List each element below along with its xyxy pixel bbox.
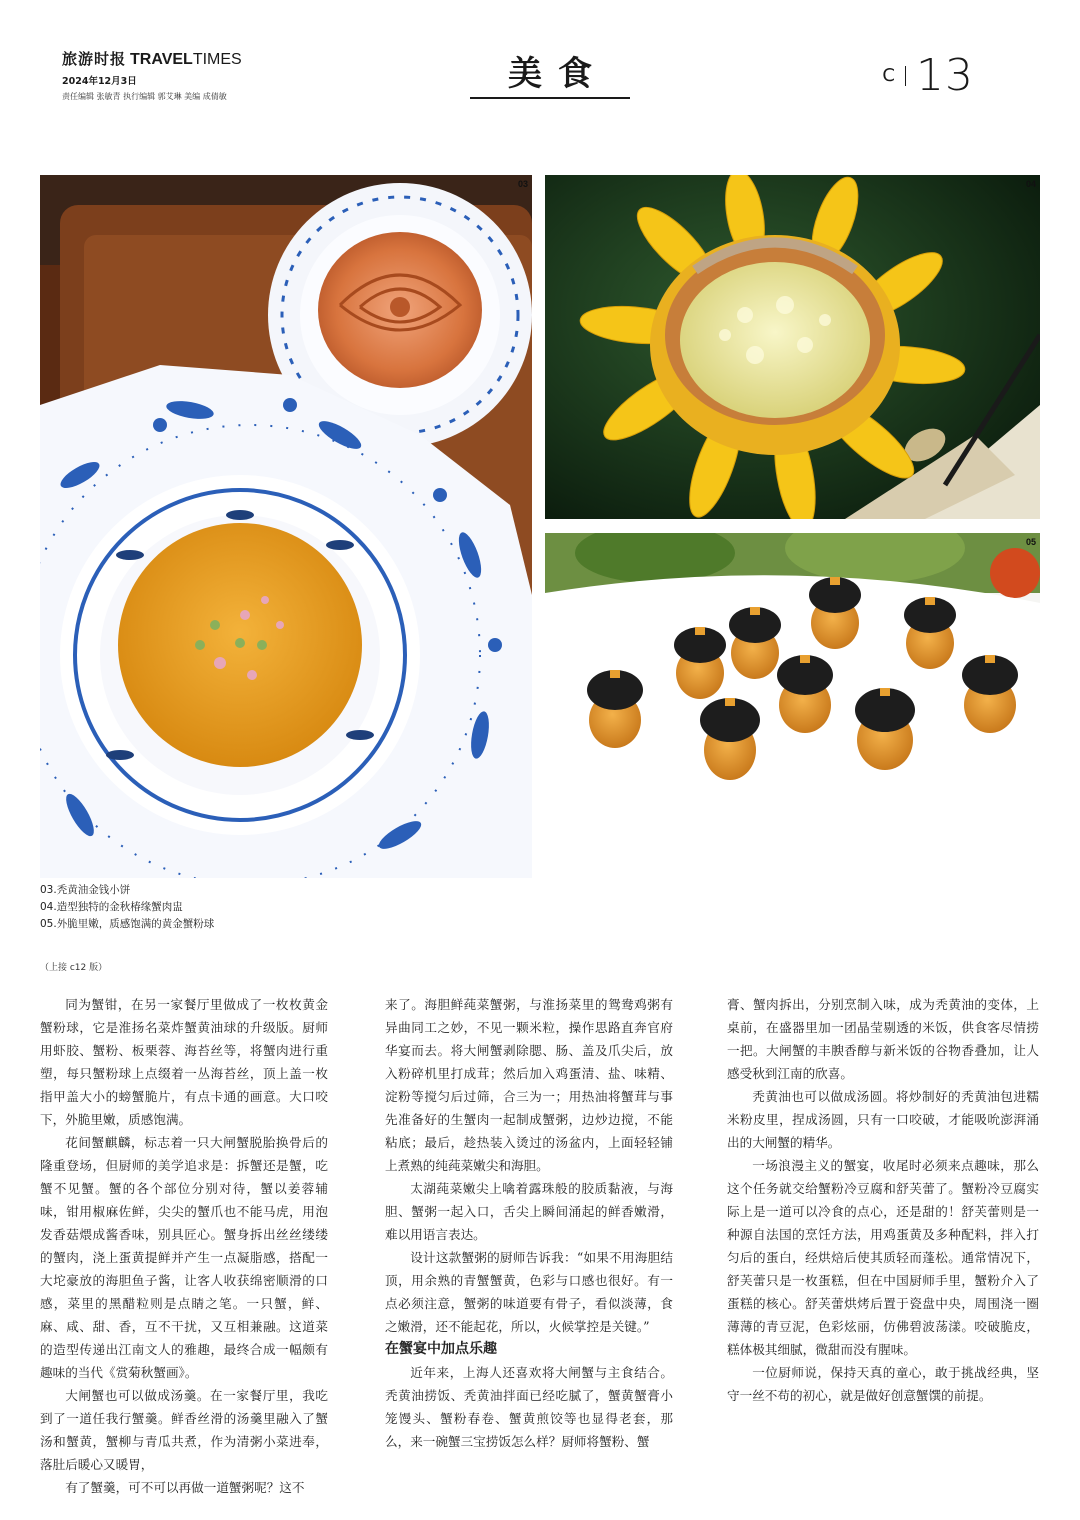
paragraph: 一场浪漫主义的蟹宴，收尾时必须来点趣味，那么这个任务就交给蟹粉冷豆腐和舒芙蕾了。蟹粉冷豆腐实际上是一道可以冷食的点心，还是甜的！舒芙蕾则是一种源自法国的烹饪方法，用鸡蛋黄及多种配料，拌入打匀后的蛋白，经烘焙后使其质轻而蓬松。通常情况下，舒芙蕾只是一枚蛋糕，但在中国厨师手里，蟹粉介入了蛋糕的核心。舒芙蕾烘烤后置于瓷盘中央，周围浇一圈薄薄的青豆泥，色彩炫丽，仿佛碧波荡漾。咬破脆皮，糕体极其细腻，微甜而没有腥味。: [727, 1158, 1039, 1357]
article-column-1: [40, 993, 328, 1499]
section-title-rule: [470, 97, 630, 99]
photo-05-illustration: [545, 533, 1040, 878]
page-number: [882, 50, 974, 101]
photo-04-sunflower-crab: [545, 175, 1040, 519]
photo-03-crab-dishes: [40, 175, 532, 878]
paragraph: 太湖莼菜嫩尖上噙着露珠般的胶质黏液，与海胆、蟹粥一起入口，舌尖上瞬间涌起的鲜香嫩滑，难以用语言表达。: [385, 1181, 673, 1242]
logo-english-bold: TRAVEL: [130, 51, 193, 68]
paragraph: 设计这款蟹粥的厨师告诉我：“如果不用海胆结顶，用余熟的青蟹蟹黄，色彩与口感也很好。有一点必须注意，蟹粥的味道要有骨子，看似淡薄，食之嫩滑，还不能起花，所以，火候掌控是关键。”: [385, 1250, 673, 1334]
paragraph: 有了蟹羹，可不可以再做一道蟹粥呢？这不: [65, 1480, 305, 1495]
section-title: 美食: [508, 54, 608, 94]
continued-note: （上接 c12 版）: [40, 963, 108, 973]
photo-03-illustration: [40, 175, 532, 878]
caption-05: 05.外脆里嫩，质感饱满的黄金蟹粉球: [40, 918, 215, 930]
newspaper-logo: [62, 48, 302, 69]
logo-chinese: 旅游时报: [62, 50, 127, 68]
issue-date: 2024年12月3日: [62, 76, 137, 87]
photo-05-crab-balls: [545, 533, 1040, 878]
paragraph: 一位厨师说，保持天真的童心，敢于挑战经典，坚守一丝不苟的初心，就是做好创意蟹馔的前提。: [727, 1365, 1039, 1403]
page-number-value: 13: [916, 50, 974, 101]
photo-04-number: 04: [1025, 179, 1036, 189]
logo-english: TIMES: [192, 51, 242, 68]
page-section-letter: C: [882, 65, 895, 86]
masthead: [62, 48, 302, 102]
photo-05-number: 05: [1025, 537, 1036, 547]
caption-03: 03.秃黄油金钱小饼: [40, 884, 131, 896]
article-column-3: [727, 993, 1039, 1407]
article-subheading: 在蟹宴中加点乐趣: [385, 1341, 497, 1357]
editor-credits: 责任编辑 张敏青 执行编辑 郭艾琳 美编 成倩敏: [62, 92, 227, 101]
paragraph: 大闸蟹也可以做成汤羹。在一家餐厅里，我吃到了一道任我行蟹羹。鲜香丝滑的汤羹里融入了蟹汤和蟹黄，蟹柳与青瓜共煮，作为清粥小菜进奉，落肚后暖心又暖胃，: [40, 1388, 328, 1472]
paragraph: 膏、蟹肉拆出，分别烹制入味，成为秃黄油的变体，上桌前，在盛器里加一团晶莹剔透的米饭，供食客尽情捞一把。大闸蟹的丰腴香醇与新米饭的谷物香叠加，让人感受秋到江南的欣喜。: [727, 997, 1039, 1081]
paragraph: 秃黄油也可以做成汤圆。将炒制好的秃黄油包进糯米粉皮里，捏成汤圆，只有一口咬破，才能吸吮澎湃涌出的大闸蟹的精华。: [727, 1089, 1039, 1150]
paragraph: 花间蟹麒麟，标志着一只大闸蟹脱胎换骨后的隆重登场，但厨师的美学追求是：拆蟹还是蟹，吃蟹不见蟹。蟹的各个部位分别对待，蟹以姜蓉辅味，钳用椒麻佐鲜，尖尖的蟹爪也不能马虎，用泡发香菇煨成酱香味，别具匠心。蟹身拆出丝丝缕缕的蟹肉，浇上蛋黄提鲜并产生一点凝脂感，搭配一大坨豪放的海胆鱼子酱，让客人收获绵密顺滑的口感，菜里的黑醋粒则是点睛之笔。一只蟹，鲜、麻、咸、甜、香，互不干扰，又互相兼融。这道菜的造型传递出江南文人的雅趣，最终合成一幅颇有趣味的当代《赏菊秋蟹画》。: [40, 1135, 328, 1380]
photo-04-illustration: [545, 175, 1040, 519]
article-column-2: [385, 993, 673, 1453]
paragraph: 来了。海胆鲜莼菜蟹粥，与淮扬菜里的鸳鸯鸡粥有异曲同工之妙，不见一颗米粒，操作思路直奔官府华宴而去。将大闸蟹剥除腮、肠、盖及爪尖后，放入粉碎机里打成茸；然后加入鸡蛋清、盐、味精、淀粉等搅匀后过筛，合三为一；用热油将蟹茸与事先准备好的生蟹肉一起制成蟹粥，边炒边搅，不能粘底；最后，趁热装入烫过的汤盆内，上面轻轻铺上煮熟的纯莼菜嫩尖和海胆。: [385, 997, 673, 1173]
page-number-divider: [905, 66, 906, 86]
photo-captions: [40, 882, 214, 933]
caption-04: 04.造型独特的金秋椿缘蟹肉盅: [40, 901, 183, 913]
paragraph: 同为蟹钳，在另一家餐厅里做成了一枚枚黄金蟹粉球，它是淮扬名菜炸蟹黄油球的升级版。厨师用虾胶、蟹粉、板栗蓉、海苔丝等，将蟹肉进行重塑，每只蟹粉球上点缀着一丛海苔丝，顶上盖一枚指甲盖大小的螃蟹脆片，有点卡通的画意。大口咬下，外脆里嫩，质感饱满。: [40, 997, 328, 1127]
photo-03-number: 03: [517, 179, 528, 189]
paragraph: 近年来，上海人还喜欢将大闸蟹与主食结合。秃黄油捞饭、秃黄油拌面已经吃腻了，蟹黄蟹膏小笼馒头、蟹粉春卷、蟹黄煎饺等也显得老套，那么，来一碗蟹三宝捞饭怎么样？厨师将蟹粉、蟹: [385, 1365, 673, 1449]
